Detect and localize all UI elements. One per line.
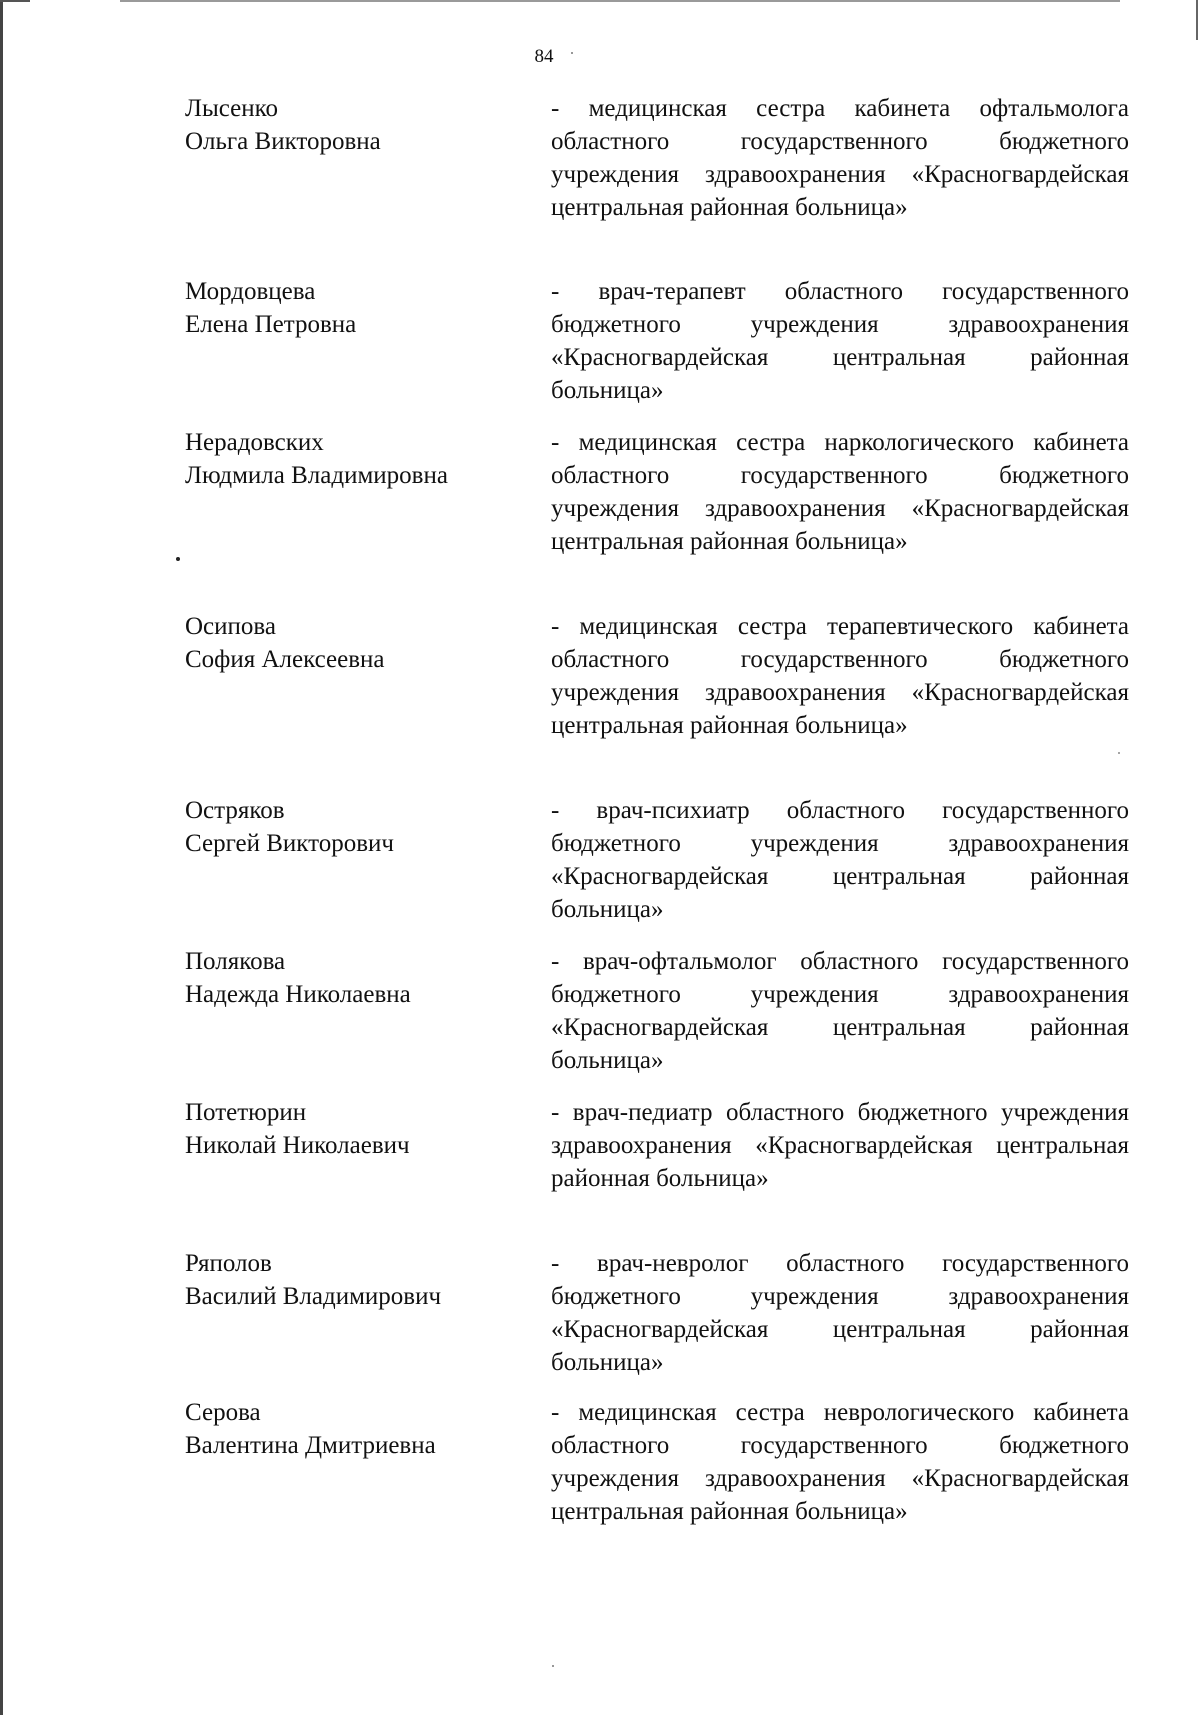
staff-given-names: Николай Николаевич [185, 1132, 410, 1159]
staff-given-names: Василий Владимирович [185, 1283, 442, 1310]
staff-name [185, 1096, 551, 1162]
staff-given-names: София Алексеевна [185, 646, 385, 673]
staff-position: - медицинская сестра терапевтического кабинета областного государственного бюджетного учреждения здравоохранения «Красногвардейская центральная районная больница» [551, 613, 1129, 739]
staff-position: - медицинская сестра кабинета офтальмолога областного государственного бюджетного учреждения здравоохранения «Красногвардейская центральная районная больница» [551, 95, 1129, 221]
staff-given-names: Людмила Владимировна [185, 462, 448, 489]
staff-position: - врач-психиатр областного государственного бюджетного учреждения здравоохранения «Красногвардейская центральная районная больница» [551, 797, 1129, 923]
staff-entry [185, 610, 1130, 794]
staff-given-names: Валентина Дмитриевна [185, 1432, 436, 1459]
staff-position: - врач-терапевт областного государственного бюджетного учреждения здравоохранения «Красногвардейская центральная районная больница» [551, 278, 1129, 404]
staff-entry [185, 275, 1130, 426]
staff-name [185, 92, 551, 158]
staff-name [185, 945, 551, 1011]
scan-border-top [120, 0, 1120, 2]
staff-entry [185, 794, 1130, 945]
staff-name [185, 794, 551, 860]
staff-list [185, 92, 1130, 1566]
staff-name [185, 426, 551, 492]
staff-surname: Мордовцева [185, 278, 316, 305]
staff-name [185, 610, 551, 676]
staff-given-names: Сергей Викторович [185, 830, 394, 857]
staff-given-names: Елена Петровна [185, 311, 357, 338]
scan-border-left [0, 0, 3, 1715]
staff-given-names: Ольга Викторовна [185, 128, 381, 155]
staff-surname: Нерадовских [185, 429, 324, 456]
staff-surname: Осипова [185, 613, 276, 640]
staff-entry [185, 1096, 1130, 1247]
scan-border-top-left [0, 0, 30, 2]
staff-surname: Ряполов [185, 1250, 272, 1277]
staff-entry [185, 945, 1130, 1096]
staff-given-names: Надежда Николаевна [185, 981, 411, 1008]
staff-surname: Потетюрин [185, 1099, 307, 1126]
staff-surname: Серова [185, 1399, 261, 1426]
page-number: 84 [534, 46, 554, 67]
scan-border-right [1196, 0, 1198, 40]
staff-name [185, 1247, 551, 1313]
scan-speck [552, 1665, 554, 1667]
staff-surname: Лысенко [185, 95, 279, 122]
scan-speck [176, 557, 180, 561]
staff-entry [185, 1247, 1130, 1396]
staff-position: - медицинская сестра неврологического кабинета областного государственного бюджетного учреждения здравоохранения «Красногвардейская центральная районная больница» [551, 1399, 1129, 1525]
staff-surname: Остряков [185, 797, 285, 824]
staff-entry [185, 92, 1130, 275]
staff-position: - врач-педиатр областного бюджетного учреждения здравоохранения «Красногвардейская центральная районная больница» [551, 1099, 1129, 1192]
staff-entry [185, 1396, 1130, 1566]
staff-position: - врач-невролог областного государственного бюджетного учреждения здравоохранения «Красногвардейская центральная районная больница» [551, 1250, 1129, 1376]
staff-position: - врач-офтальмолог областного государственного бюджетного учреждения здравоохранения «Красногвардейская центральная районная больница» [551, 948, 1129, 1074]
staff-name [185, 1396, 551, 1462]
staff-entry [185, 426, 1130, 610]
staff-name [185, 275, 551, 341]
staff-position: - медицинская сестра наркологического кабинета областного государственного бюджетного учреждения здравоохранения «Красногвардейская центральная районная больница» [551, 429, 1129, 555]
staff-surname: Полякова [185, 948, 286, 975]
